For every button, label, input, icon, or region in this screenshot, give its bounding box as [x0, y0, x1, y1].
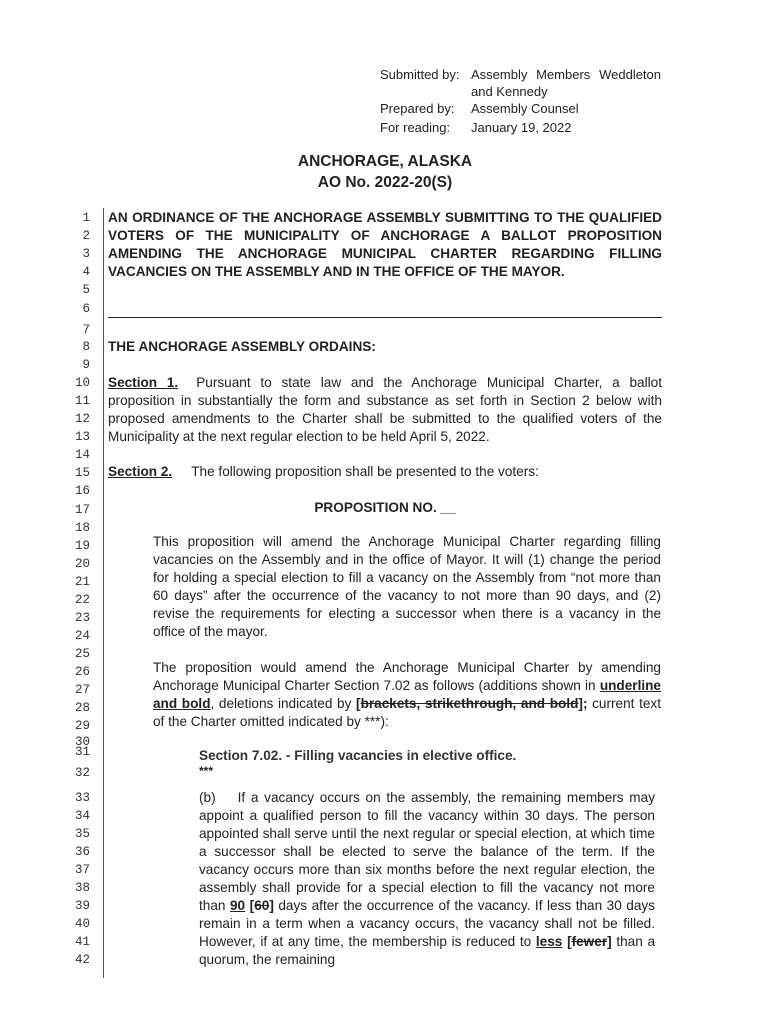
line-number: 42	[74, 953, 90, 967]
line-number: 33	[74, 791, 90, 805]
city-title: ANCHORAGE, ALASKA	[297, 153, 473, 170]
bracket-close: ]	[607, 934, 612, 949]
line-number: 36	[74, 845, 90, 859]
line-number: 4	[82, 265, 90, 279]
line-number: 30	[74, 735, 90, 749]
deleted-60: 60	[254, 898, 270, 913]
bracket-open: [	[567, 934, 572, 949]
line-number: 9	[82, 358, 90, 372]
line-number: 22	[74, 593, 90, 607]
line-number: 18	[74, 521, 90, 535]
line-number: 31	[74, 745, 90, 759]
subsection-b-text-3: than a quorum, the remaining	[199, 934, 656, 967]
line-number: 7	[82, 323, 90, 337]
submitted-by-label: Submitted by:	[380, 67, 460, 82]
line-number: 15	[74, 466, 90, 480]
line-number: 41	[74, 935, 90, 949]
section-2	[108, 463, 662, 481]
submission-header	[0, 66, 770, 138]
amendment-note-text-2: , deletions indicated by	[210, 696, 357, 711]
subsection-b-text-1: If a vacancy occurs on the assembly, the remaining members may appoint a qualified person to fill the vacancy within 30 days. The person appointed shall serve until the next regular or special election, at which time a successor shall be elected to serve the balance of the term. If the vacancy occurs more than six months before the next regular election, the assembly shall provide for a special election to fill the vacancy not more than	[199, 790, 655, 913]
line-number: 19	[74, 539, 90, 553]
strikethrough-legend: brackets, strikethrough, and bold	[360, 696, 579, 711]
line-number: 38	[74, 881, 90, 895]
section-2-text: The following proposition shall be presented to the voters:	[191, 464, 539, 479]
line-number-divider	[103, 208, 104, 978]
line-number: 35	[74, 827, 90, 841]
subsection-b-label: (b)	[199, 790, 216, 805]
line-number: 32	[74, 766, 90, 780]
prepared-by-value: Assembly Counsel	[471, 101, 579, 116]
for-reading-value: January 19, 2022	[471, 120, 572, 135]
proposition-summary: This proposition will amend the Anchorage Municipal Charter regarding filling vacancies on the Assembly and in the office of Mayor. It will (1) change the period for holding a special election to fill a vacancy on the Assembly from “not more than 60 days” after the occurrence of the vacancy to not more than 90 days, and (2) revise the requirements for electing a successor when there is a vacancy in the office of the mayor.	[153, 534, 661, 639]
bracket-open: [	[356, 696, 361, 711]
bracket-close: ];	[578, 696, 588, 711]
proposition-amendment-note	[153, 659, 661, 731]
line-number: 10	[74, 376, 90, 390]
for-reading-label: For reading:	[380, 120, 451, 135]
line-number: 25	[74, 647, 90, 661]
ordinance-title: AN ORDINANCE OF THE ANCHORAGE ASSEMBLY SUBMITTING TO THE QUALIFIED VOTERS OF THE MUNICIPALITY OF ANCHORAGE A BALLOT PROPOSITION AMENDING THE ANCHORAGE MUNICIPAL CHARTER REGARDING FILLING VACANCIES ON THE ASSEMBLY AND IN THE OFFICE OF THE MAYOR.	[108, 210, 662, 279]
bracket-close: ]	[269, 898, 274, 913]
section-1-label: Section 1.	[108, 375, 179, 390]
section-2-label: Section 2.	[108, 464, 173, 479]
line-number: 28	[74, 701, 90, 715]
deleted-fewer: fewer	[571, 934, 608, 949]
line-number: 14	[74, 448, 90, 462]
section-1	[108, 374, 662, 446]
line-number: 40	[74, 917, 90, 931]
line-number: 24	[74, 629, 90, 643]
line-number: 3	[82, 247, 90, 261]
line-number: 17	[74, 503, 90, 517]
line-number: 27	[74, 683, 90, 697]
line-number: 37	[74, 863, 90, 877]
bracket-open: [	[249, 898, 255, 913]
line-number: 26	[74, 665, 90, 679]
omitted-marker: ***	[199, 764, 214, 778]
charter-section-heading: Section 7.02. - Filling vacancies in elective office.	[199, 748, 517, 763]
submitted-by-value: Assembly Members Weddleton and Kennedy	[471, 67, 661, 99]
amendment-note-text-3: current text of the Charter omitted indicated by ***):	[153, 696, 661, 729]
section-1-text: Pursuant to state law and the Anchorage Municipal Charter, a ballot proposition in substantially the form and substance as set forth in Section 2 below with proposed amendments to the Charter shall be submitted to the qualified voters of the Municipality at the next regular election to be held April 5, 2022.	[108, 375, 662, 444]
added-less: less	[535, 934, 563, 949]
proposition-heading: PROPOSITION NO. __	[314, 500, 456, 515]
subsection-b	[199, 789, 655, 969]
subsection-b-text-2: days after the occurrence of the vacancy. If less than 30 days remain in a term when a vacancy occurs, the vacancy shall not be filled. However, if at any time, the membership is reduced to	[199, 898, 656, 949]
line-number: 16	[74, 484, 90, 498]
line-number: 29	[74, 719, 90, 733]
prepared-by-label: Prepared by:	[380, 101, 455, 116]
added-90: 90	[230, 898, 246, 913]
line-number: 13	[74, 430, 90, 444]
amendment-note-text-1: The proposition would amend the Anchorage Municipal Charter by amending Anchorage Municipal Charter Section 7.02 as follows (additions shown in	[153, 660, 661, 693]
line-number: 12	[74, 412, 90, 426]
line-number: 11	[74, 394, 90, 408]
line-number: 2	[82, 229, 90, 243]
line-number: 20	[74, 557, 90, 571]
line-number: 1	[82, 211, 90, 225]
line-number: 23	[74, 611, 90, 625]
title-rule	[108, 317, 662, 318]
line-number: 5	[82, 283, 90, 297]
underline-bold-legend: underline and bold	[153, 678, 661, 711]
ordains-heading: THE ANCHORAGE ASSEMBLY ORDAINS:	[108, 339, 376, 354]
line-number: 39	[74, 899, 90, 913]
line-number: 21	[74, 575, 90, 589]
line-number: 6	[82, 302, 90, 316]
ordinance-number: AO No. 2022-20(S)	[317, 174, 453, 191]
line-number: 34	[74, 809, 90, 823]
line-number: 8	[82, 340, 90, 354]
